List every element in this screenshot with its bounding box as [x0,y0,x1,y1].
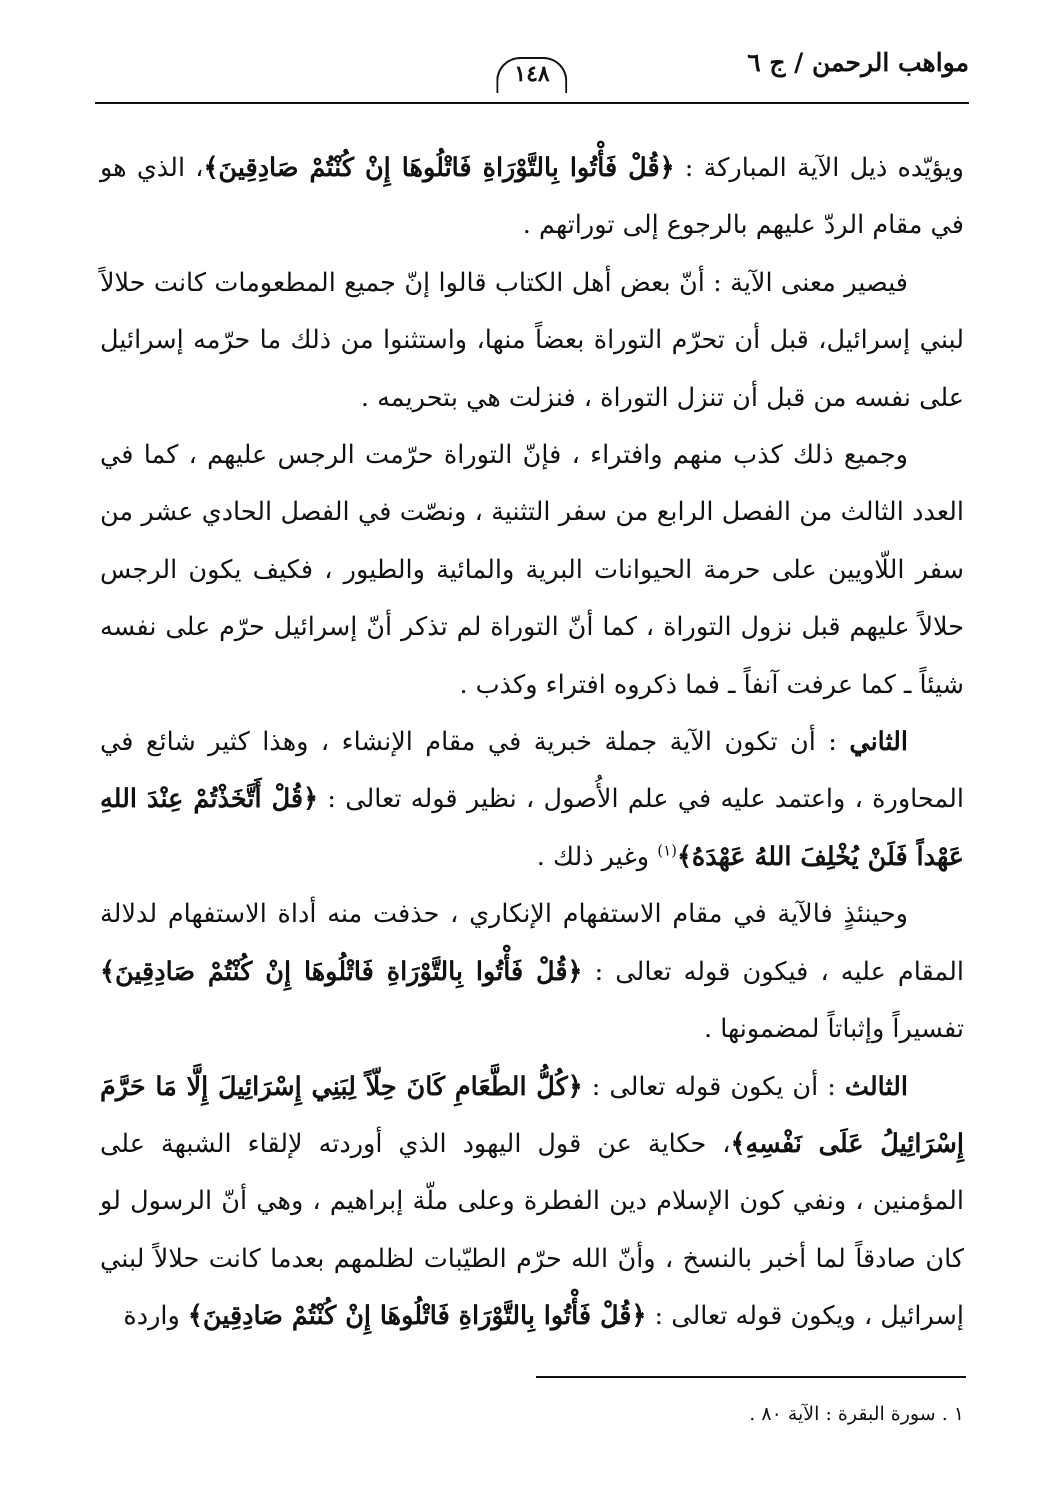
paragraph-5 [100,886,964,1058]
body-text [100,140,964,1346]
section-lead-second: الثاني [849,727,908,758]
paragraph-4 [100,714,964,886]
paragraph-3: وجميع ذلك كذب منهم وافتراء ، فإنّ التوراة حرّمت الرجس عليهم ، كما في العدد الثالث من الفصل الرابع من سفر التثنية ، ونصّت في الفصل الحادي عشر من سفر اللّاويين على حرمة الحيوانات البرية والمائية والطيور ، فكيف يكون الرجس حلالاً عليهم قبل نزول التوراة ، كما أنّ التوراة لم تذكر أنّ إسرائيل حرّم على نفسه شيئاً ـ كما عرفت آنفاً ـ فما ذكروه افتراء وكذب . [100,440,964,700]
text: وحينئذٍ فالآية في مقام الاستفهام الإنكاري ، حذفت منه أداة الاستفهام لدلالة المقام عليه ، فيكون قوله تعالى : [100,899,964,987]
quran-verse: ﴿كُلُّ الطَّعَامِ كَانَ حِلّاً لِبَنِي إِسْرَائِيلَ إِلَّا مَا حَرَّمَ إِسْرَائِيلُ عَلَى نَفْسِهِ﴾ [100,1071,964,1159]
quran-verse: ﴿قُلْ فَأْتُوا بِالتَّوْرَاةِ فَاتْلُوهَا إِنْ كُنْتُمْ صَادِقِينَ﴾ [187,1301,647,1332]
text: تفسيراً وإثباتاً لمضمونها . [703,1014,964,1045]
quran-verse: ﴿قُلْ فَأْتُوا بِالتَّوْرَاةِ فَاتْلُوهَا إِنْ كُنْتُمْ صَادِقِينَ﴾ [203,153,675,183]
text: واردة [123,1301,188,1332]
text: ويؤيّده ذيل الآية المباركة : [674,153,964,183]
footnote-marker: (١) [657,841,677,860]
section-lead-third: الثالث [844,1071,908,1102]
quran-verse: ﴿قُلْ فَأْتُوا بِالتَّوْرَاةِ فَاتْلُوهَا إِنْ كُنْتُمْ صَادِقِينَ﴾ [100,956,583,987]
paragraph-1 [100,140,964,255]
text: : أن يكون قوله تعالى : [582,1071,845,1102]
footnote-divider [536,1376,966,1378]
quran-verse: ﴿قُلْ أَتَّخَذْتُمْ عِنْدَ اللهِ عَهْداً فَلَنْ يُخْلِفَ اللهُ عَهْدَهُ﴾ [100,784,964,872]
text: وغير ذلك . [536,841,658,872]
text: ، الذي هو في مقام الردّ عليهم بالرجوع إلى توراتهم . [100,153,964,241]
paragraph-6 [100,1059,964,1346]
text: : أن تكون الآية جملة خبرية في مقام الإنشاء ، وهذا كثير شائع في المحاورة ، واعتمد عليه في علم الأُصول ، نظير قوله تعالى : [100,727,964,815]
page-number: ١٤٨ [496,57,567,93]
running-title: مواهب الرحمن / ج ٦ [747,48,969,77]
text: ، حكاية عن قول اليهود الذي أوردته لإلقاء الشبهة على المؤمنين ، ونفي كون الإسلام دين الفطرة وعلى ملّة إبراهيم ، وهي أنّ الرسول لو كان صادقاً لما أخبر بالنسخ ، وأنّ الله حرّم الطيّبات لظلمهم بعدما كانت حلالاً لبني إسرائيل ، ويكون قوله تعالى : [100,1128,964,1332]
footnote-1: ١ . سورة البقرة : الآية ٨٠ . [749,1403,964,1425]
page-header [95,42,969,104]
paragraph-2: فيصير معنى الآية : أنّ بعض أهل الكتاب قالوا إنّ جميع المطعومات كانت حلالاً لبني إسرائيل، قبل أن تحرّم التوراة بعضاً منها، واستثنوا من ذلك ما حرّمه إسرائيل على نفسه من قبل أن تنزل التوراة ، فنزلت هي بتحريمه . [100,267,964,413]
